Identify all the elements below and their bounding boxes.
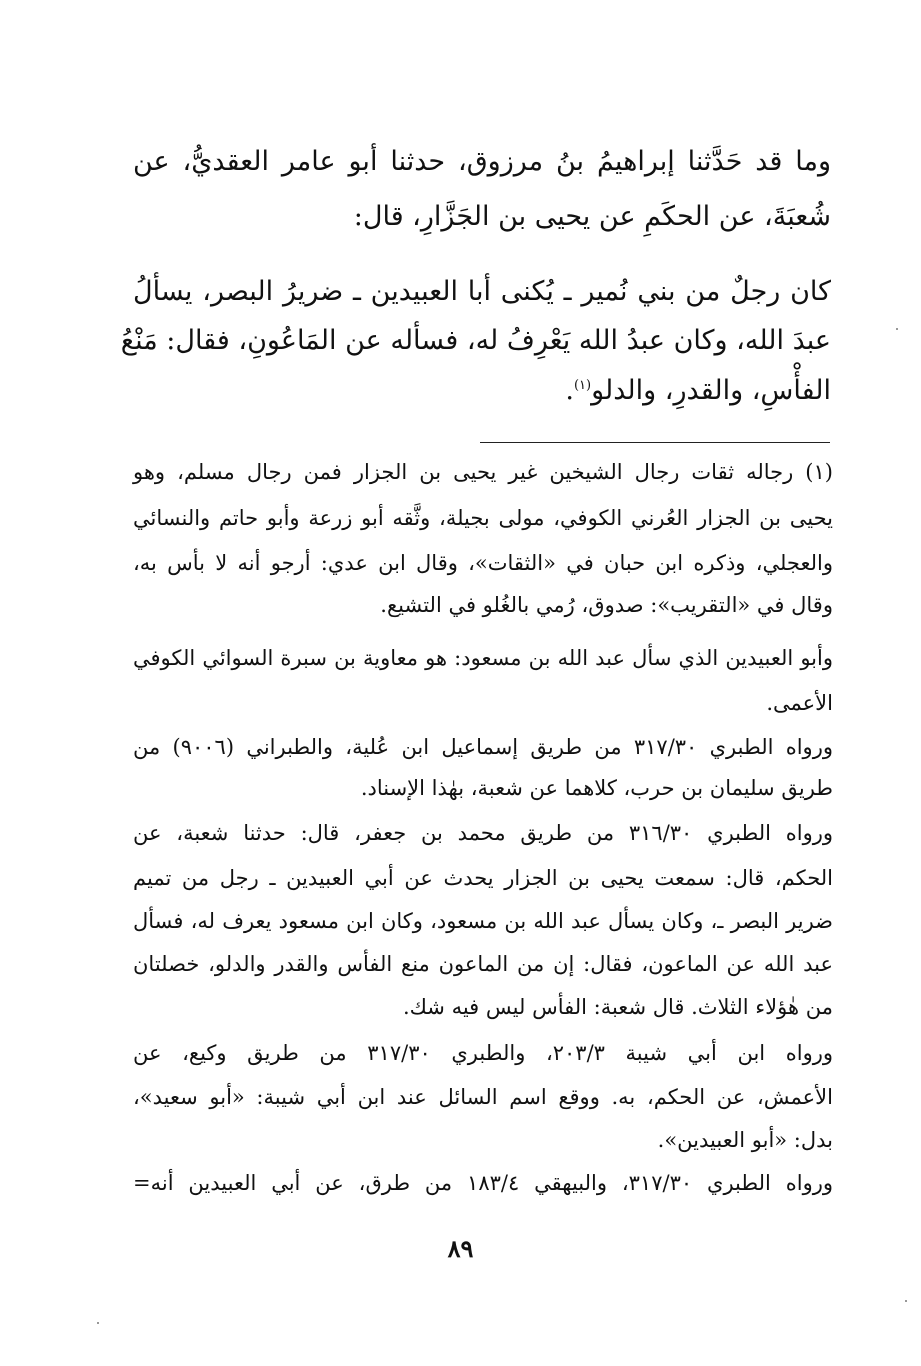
footnote-line: طريق سليمان بن حرب، كلاهما عن شعبة، بهٰذا الإسناد.: [360, 776, 833, 800]
footnote-line: وأبو العبيدين الذي سأل عبد الله بن مسعود: هو معاوية بن سبرة السوائي الكوفي: [133, 646, 833, 670]
footnote-line: ورواه الطبري ٣١٧/٣٠، والبيهقي ١٨٣/٤ من طرق، عن أبي العبيدين أنه=: [133, 1171, 833, 1195]
footnote-line: ورواه الطبري ٣١٦/٣٠ من طريق محمد بن جعفر، قال: حدثنا شعبة، عن: [133, 821, 833, 845]
footnote-reference: (١): [573, 378, 592, 393]
main-text-fragment: الفأْسِ، والقدرِ، والدلو: [591, 375, 831, 406]
footnote-line: وقال في «التقريب»: صدوق، رُمي بالغُلو في التشيع.: [380, 593, 833, 617]
main-text-period: .: [565, 375, 574, 406]
footnote-line: الحكم، قال: سمعت يحيى بن الجزار يحدث عن أبي العبيدين ـ رجل من تميم: [133, 866, 833, 890]
footnote-line: عبد الله عن الماعون، فقال: إن من الماعون منع الفأس والقدر والدلو، خصلتان: [133, 952, 833, 976]
footnote-line: ورواه ابن أبي شيبة ٢٠٣/٣، والطبري ٣١٧/٣٠ من طريق وكيع، عن: [133, 1041, 834, 1065]
footnote-line: ورواه الطبري ٣١٧/٣٠ من طريق إسماعيل ابن عُلية، والطبراني (٩٠٠٦) من: [133, 735, 833, 759]
main-text-line: كان رجلٌ من بني نُمير ـ يُكنى أبا العبيدين ـ ضريرُ البصر، يسألُ: [133, 276, 831, 307]
footnote-line: ضرير البصر ـ، وكان يسأل عبد الله بن مسعود، وكان ابن مسعود يعرف له، فسأل: [133, 909, 833, 933]
footnote-line: الأعمى.: [766, 691, 833, 715]
scan-speck: [896, 328, 898, 330]
footnote-separator: [480, 442, 830, 443]
main-text-line-last: [133, 377, 831, 404]
footnote-line: (١) رجاله ثقات رجال الشيخين غير يحيى بن الجزار فمن رجال مسلم، وهو: [133, 460, 833, 484]
main-text-line: عبدَ الله، وكان عبدُ الله يَعْرِفُ له، فسأله عن المَاعُونِ، فقال: مَنْعُ: [120, 325, 831, 356]
scan-speck: [97, 1322, 99, 1324]
page-number: ٨٩: [447, 1234, 474, 1263]
footnote-line: بدل: «أبو العبيدين».: [657, 1128, 833, 1152]
scan-speck: [905, 1300, 907, 1302]
main-text-line: شُعبَةَ، عن الحكَمِ عن يحيى بن الجَزَّارِ، قال:: [353, 201, 831, 232]
footnote-line: والعجلي، وذكره ابن حبان في «الثقات»، وقال ابن عدي: أرجو أنه لا بأس به،: [133, 551, 833, 575]
main-text-line: وما قد حَدَّثنا إبراهيمُ بنُ مرزوق، حدثنا أبو عامر العقديُّ، عن: [133, 146, 831, 177]
footnote-line: يحيى بن الجزار العُرني الكوفي، مولى بجيلة، وثَّقه أبو زرعة وأبو حاتم والنسائي: [133, 506, 833, 530]
footnote-line: الأعمش، عن الحكم، به. ووقع اسم السائل عند ابن أبي شيبة: «أبو سعيد»،: [133, 1085, 833, 1109]
footnote-line: من هٰؤلاء الثلاث. قال شعبة: الفأس ليس فيه شك.: [402, 995, 833, 1019]
